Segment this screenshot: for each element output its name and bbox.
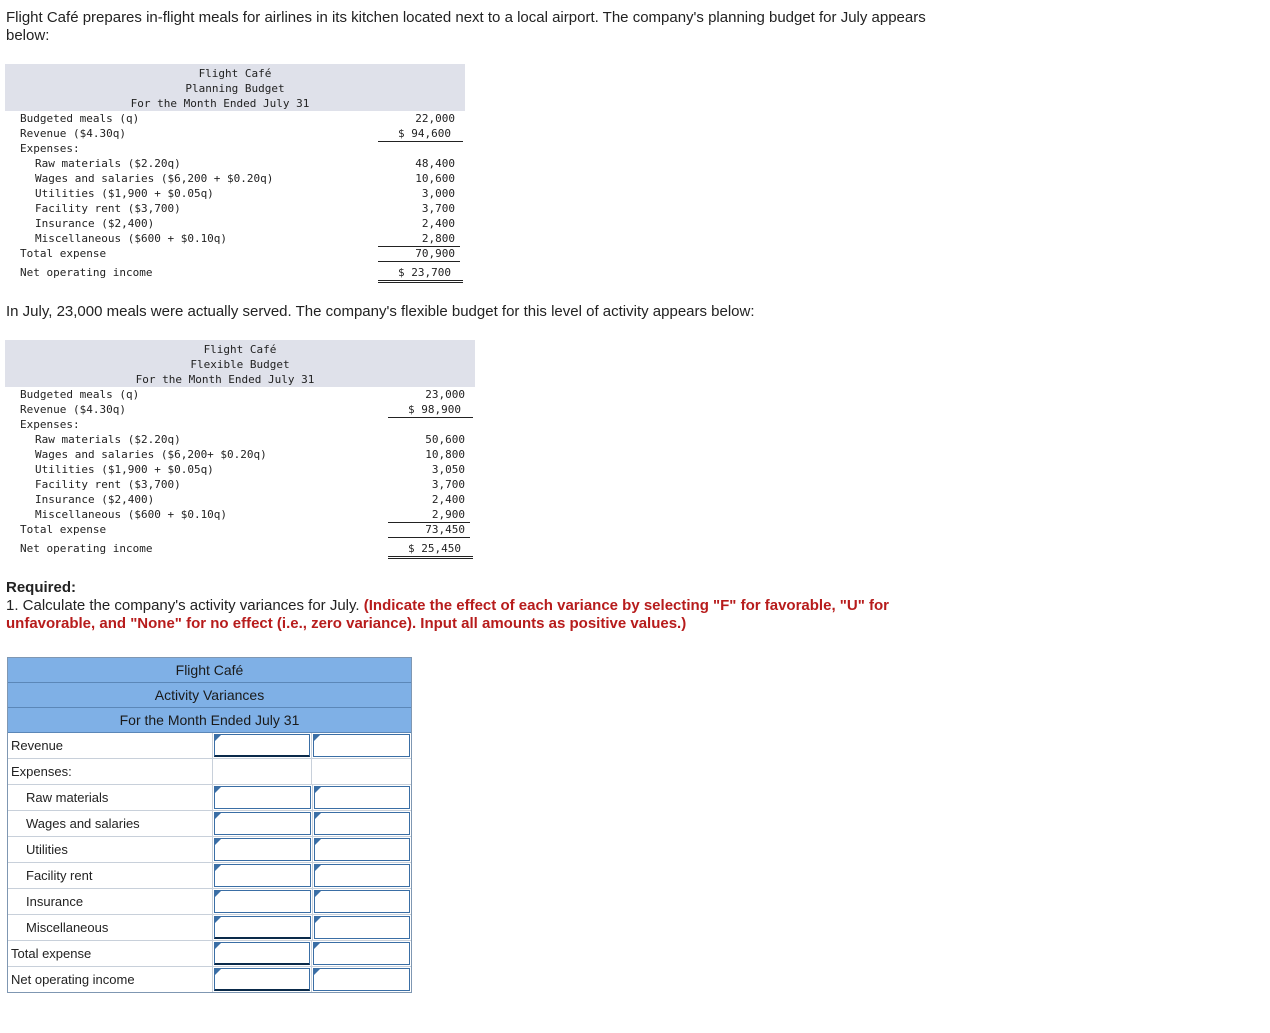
- insurance-amount-input[interactable]: [214, 890, 310, 913]
- facility-rent-effect-select[interactable]: [314, 864, 410, 887]
- activity-variances-header: [8, 658, 411, 733]
- row-label: Revenue: [8, 733, 213, 758]
- flexible-row-value: 23,000: [425, 388, 465, 401]
- planning-row-label: Expenses:: [20, 142, 80, 155]
- planning-row-value: 3,700: [421, 202, 455, 215]
- intro-text: Flight Café prepares in-flight meals for airlines in its kitchen located next to a local airport. The company's planning budget for July appears below:: [6, 9, 926, 44]
- row-label: Facility rent: [8, 863, 213, 888]
- planning-budget-header: [5, 64, 465, 111]
- table-row: [8, 811, 411, 837]
- flexible-row-label: Miscellaneous ($600 + $0.10q): [35, 508, 228, 521]
- row-label: Wages and salaries: [8, 811, 213, 836]
- flexible-row-label: Net operating income: [20, 542, 153, 555]
- planning-row-label: Insurance ($2,400): [35, 217, 155, 230]
- required-text: 1. Calculate the company's activity variances for July.: [6, 597, 360, 614]
- utilities-amount-input[interactable]: [214, 838, 310, 861]
- flexible-row-value: 2,900: [388, 507, 470, 523]
- flexible-row-label: Raw materials ($2.20q): [35, 433, 181, 446]
- planning-row-label: Raw materials ($2.20q): [35, 157, 181, 170]
- row-label: Expenses:: [8, 759, 213, 784]
- flexible-row-label: Expenses:: [20, 418, 80, 431]
- miscellaneous-effect-select[interactable]: [314, 916, 410, 939]
- table-row: [8, 759, 411, 785]
- row-label: Miscellaneous: [8, 915, 213, 940]
- facility-rent-amount-input[interactable]: [214, 864, 310, 887]
- planning-row-value: 48,400: [415, 157, 455, 170]
- flexible-row-label: Budgeted meals (q): [20, 388, 140, 401]
- flexible-row-value: 10,800: [425, 448, 465, 461]
- planning-row-label: Facility rent ($3,700): [35, 202, 181, 215]
- planning-row-value: 3,000: [421, 187, 455, 200]
- planning-row-label: Miscellaneous ($600 + $0.10q): [35, 232, 228, 245]
- required-section: [6, 579, 926, 633]
- row-label: Raw materials: [8, 785, 213, 810]
- flexible-row-label: Revenue ($4.30q): [20, 403, 126, 416]
- row-label: Insurance: [8, 889, 213, 914]
- flexible-row-value: 2,400: [431, 493, 465, 506]
- activity-variances-table: [7, 657, 412, 993]
- planning-title: Flight Café: [198, 67, 272, 80]
- flexible-budget-header: [5, 340, 475, 387]
- flexible-subtitle: Flexible Budget: [190, 358, 290, 371]
- flexible-title: Flight Café: [203, 343, 277, 356]
- net-operating-income-amount-input[interactable]: [214, 968, 311, 991]
- planning-row-value: $ 94,600: [378, 126, 463, 142]
- wages-amount-input[interactable]: [214, 812, 310, 835]
- miscellaneous-amount-input[interactable]: [214, 916, 310, 939]
- table-row: [8, 785, 411, 811]
- planning-row-value: $ 23,700: [378, 265, 463, 283]
- raw-materials-effect-select[interactable]: [314, 786, 410, 809]
- insurance-effect-select[interactable]: [314, 890, 410, 913]
- planning-row-value: 22,000: [415, 112, 455, 125]
- planning-row-label: Utilities ($1,900 + $0.05q): [35, 187, 214, 200]
- flexible-period: For the Month Ended July 31: [135, 373, 315, 386]
- flexible-row-label: Wages and salaries ($6,200+ $0.20q): [35, 448, 267, 461]
- revenue-amount-input[interactable]: [214, 734, 311, 757]
- total-expense-effect-select[interactable]: [313, 942, 410, 965]
- net-operating-income-effect-select[interactable]: [313, 968, 410, 991]
- planning-row-label: Total expense: [20, 247, 107, 260]
- flexible-row-label: Facility rent ($3,700): [35, 478, 181, 491]
- flexible-row-value: 50,600: [425, 433, 465, 446]
- planning-row-label: Budgeted meals (q): [20, 112, 140, 125]
- flexible-row-value: 3,700: [431, 478, 465, 491]
- flexible-row-label: Insurance ($2,400): [35, 493, 155, 506]
- table-subtitle: Activity Variances: [8, 683, 411, 708]
- planning-row-label: Revenue ($4.30q): [20, 127, 126, 140]
- table-row: [8, 837, 411, 863]
- row-label: Total expense: [8, 941, 213, 966]
- flexible-row-value: 73,450: [388, 522, 470, 538]
- total-expense-amount-input[interactable]: [214, 942, 311, 965]
- table-row: [8, 967, 411, 992]
- planning-row-value: 70,900: [378, 246, 460, 262]
- planning-period: For the Month Ended July 31: [130, 97, 310, 110]
- table-row: [8, 889, 411, 915]
- required-instruction: (Indicate the effect of each variance by selecting "F" for favorable, "U" for unfavorable, and "None" for no effect (i.e., zero variance). Input all amounts as positive values.): [6, 597, 889, 632]
- wages-effect-select[interactable]: [314, 812, 410, 835]
- flexible-row-label: Total expense: [20, 523, 107, 536]
- planning-subtitle: Planning Budget: [185, 82, 285, 95]
- flexible-budget: [5, 340, 475, 556]
- required-heading: Required:: [6, 579, 77, 596]
- table-row: [8, 915, 411, 941]
- table-period: For the Month Ended July 31: [119, 712, 300, 728]
- revenue-effect-select[interactable]: [313, 734, 410, 757]
- planning-row-value: 10,600: [415, 172, 455, 185]
- table-row: [8, 863, 411, 889]
- row-label: Net operating income: [8, 967, 213, 992]
- table-row: [8, 941, 411, 967]
- table-row: [8, 733, 411, 759]
- planning-row-label: Net operating income: [20, 266, 153, 279]
- utilities-effect-select[interactable]: [314, 838, 410, 861]
- planning-row-value: 2,400: [421, 217, 455, 230]
- table-title: Flight Café: [8, 658, 411, 683]
- row-label: Utilities: [8, 837, 213, 862]
- flexible-row-value: $ 98,900: [388, 402, 473, 418]
- planning-row-label: Wages and salaries ($6,200 + $0.20q): [35, 172, 274, 185]
- middle-text: In July, 23,000 meals were actually served. The company's flexible budget for this level of activity appears below:: [6, 303, 755, 320]
- flexible-row-label: Utilities ($1,900 + $0.05q): [35, 463, 214, 476]
- flexible-row-value: 3,050: [431, 463, 465, 476]
- raw-materials-amount-input[interactable]: [214, 786, 310, 809]
- flexible-row-value: $ 25,450: [388, 541, 473, 559]
- planning-row-value: 2,800: [378, 231, 460, 247]
- planning-budget: [5, 64, 465, 280]
